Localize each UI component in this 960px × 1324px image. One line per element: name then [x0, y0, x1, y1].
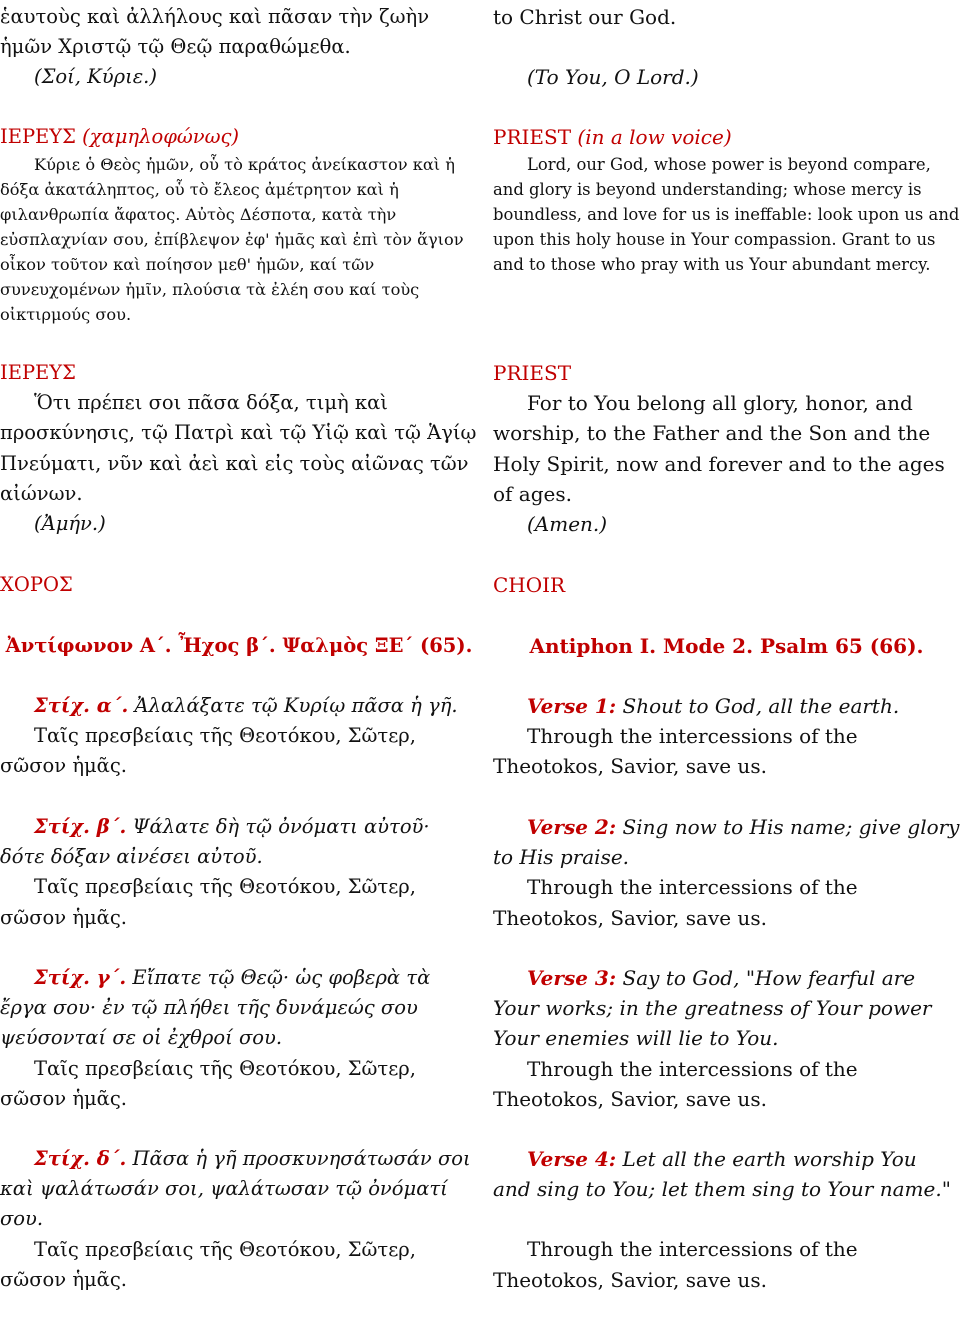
- greek-verse1: [0, 691, 478, 782]
- greek-verse1-line: [0, 691, 478, 721]
- greek-verse4-line: [0, 1144, 478, 1235]
- english-verse1-label: Verse 1:: [527, 694, 617, 718]
- english-priest2-label: PRIEST: [493, 361, 572, 385]
- english-intro-line1: to Christ our God.: [493, 5, 677, 29]
- greek-priest2-label: ΙΕΡΕΥΣ: [0, 361, 76, 384]
- english-verse3: [493, 963, 960, 1114]
- english-verse1-line: [493, 691, 960, 721]
- english-choir-label: CHOIR: [493, 573, 566, 597]
- greek-verse3-label: Στίχ. γ΄.: [34, 966, 127, 989]
- english-priest1-prayer: Lord, our God, whose power is beyond compare, and glory is beyond understanding; whose mercy is boundless, and love for us is ineffable: look upon us and upon this holy house in Your compassion. Grant to us and to those who pray with us Your abundant mercy.: [493, 155, 960, 275]
- greek-verse1-label: Στίχ. α΄.: [34, 694, 129, 717]
- english-verse2-text: Sing now to His name; give glory to His praise.: [493, 815, 960, 870]
- english-verse2: [493, 812, 960, 933]
- greek-verse1-refrain: Ταῖς πρεσβείαις τῆς Θεοτόκου, Σῶτερ, σῶσον ἡμᾶς.: [0, 724, 416, 778]
- english-verse1: [493, 691, 960, 782]
- english-intro: [493, 2, 960, 92]
- greek-priest1-label: ΙΕΡΕΥΣ: [0, 125, 76, 148]
- greek-verse2: [0, 812, 478, 933]
- greek-verse3-text: Εἴπατε τῷ Θεῷ· ὡς φοβερὰ τὰ ἔργα σου· ἐν τῷ πλήθει τῆς δυνάμεώς σου ψεύσονταί σε οἱ ἐχθροί σου.: [0, 966, 431, 1050]
- greek-verse2-label: Στίχ. β΄.: [34, 815, 127, 838]
- greek-priest1-heading: [0, 122, 478, 152]
- english-verse1-refrain: Through the intercessions of the Theotokos, Savior, save us.: [493, 724, 858, 779]
- greek-verse4-text: Πᾶσα ἡ γῆ προσκυνησάτωσάν σοι καὶ ψαλάτωσάν σοι, ψαλάτωσαν τῷ ὀνόματί σου.: [0, 1147, 471, 1231]
- english-priest1-heading: [493, 122, 960, 152]
- greek-verse4: [0, 1144, 478, 1295]
- english-verse1-text: Shout to God, all the earth.: [616, 694, 900, 718]
- greek-verse3: [0, 963, 478, 1114]
- greek-intro-response: (Σοί, Κύριε.): [34, 65, 157, 89]
- greek-verse2-refrain: Ταῖς πρεσβείαις τῆς Θεοτόκου, Σῶτερ, σῶσον ἡμᾶς.: [0, 875, 416, 929]
- english-priest1: [493, 122, 960, 277]
- english-verse4: [493, 1144, 960, 1295]
- greek-priest2-response: (Ἀμήν.): [34, 512, 106, 536]
- greek-choir-label: ΧΟΡΟΣ: [0, 573, 73, 596]
- greek-verse2-line: [0, 812, 478, 872]
- english-priest2-response: (Amen.): [527, 512, 608, 537]
- greek-verse4-refrain: Ταῖς πρεσβείαις τῆς Θεοτόκου, Σῶτερ, σῶσον ἡμᾶς.: [0, 1237, 416, 1291]
- greek-antiphon: [0, 631, 478, 661]
- english-verse3-refrain: Through the intercessions of the Theotokos, Savior, save us.: [493, 1056, 858, 1111]
- greek-priest1: [0, 122, 478, 327]
- greek-intro: [0, 2, 478, 93]
- english-verse4-refrain: Through the intercessions of the Theotokos, Savior, save us.: [493, 1237, 858, 1292]
- english-antiphon-title: Antiphon I. Mode 2. Psalm 65 (66).: [529, 634, 924, 658]
- english-priest2: [493, 358, 960, 539]
- greek-priest1-prayer: Κύριε ὁ Θεὸς ἡμῶν, οὗ τὸ κράτος ἀνείκαστον καὶ ἡ δόξα ἀκατάληπτος, οὗ τὸ ἔλεος ἀμέτρητον καὶ ἡ φιλανθρωπία ἄφατος. Αὐτὸς Δέσποτα, κατὰ τὴν εὐσπλαχνίαν σου, ἐπίβλεψον ἐφ' ἡμᾶς καὶ ἐπὶ τὸν ἅγιον οἶκον τοῦτον καὶ ποίησον μεθ' ἡμῶν, καί τῶν συνευχομένων ἡμῖν, πλούσια τὰ ἐλέη σου καί τοὺς οἰκτιρμούς σου.: [0, 155, 464, 325]
- english-verse4-label: Verse 4:: [527, 1147, 617, 1171]
- greek-verse1-text: Ἀλαλάξατε τῷ Κυρίῳ πᾶσα ἡ γῆ.: [128, 694, 458, 717]
- greek-verse3-refrain: Ταῖς πρεσβείαις τῆς Θεοτόκου, Σῶτερ, σῶσον ἡμᾶς.: [0, 1056, 416, 1110]
- greek-intro-line1: ἑαυτοὺς καὶ ἀλλήλους καὶ πᾶσαν τὴν ζωὴν: [0, 5, 430, 28]
- greek-priest2: [0, 358, 478, 539]
- english-verse2-line: [493, 812, 960, 872]
- greek-intro-line2: ἡμῶν Χριστῷ τῷ Θεῷ παραθώμεθα.: [0, 35, 351, 59]
- english-antiphon: [493, 631, 960, 661]
- english-choir: [493, 570, 960, 600]
- english-verse2-label: Verse 2:: [527, 815, 617, 839]
- english-verse4-line: [493, 1144, 960, 1204]
- english-priest1-label: PRIEST: [493, 125, 572, 149]
- greek-verse3-line: [0, 963, 478, 1054]
- greek-verse4-label: Στίχ. δ΄.: [34, 1147, 127, 1170]
- english-verse3-line: [493, 963, 960, 1054]
- greek-choir: [0, 570, 478, 600]
- greek-antiphon-title: Ἀντίφωνον Α΄. Ἦχος β΄. Ψαλμὸς ΞΕ΄ (65).: [5, 634, 473, 657]
- english-verse2-refrain: Through the intercessions of the Theotokos, Savior, save us.: [493, 875, 858, 930]
- english-verse3-text: Say to God, "How fearful are Your works; in the greatness of Your power Your enemies will lie to You.: [493, 966, 932, 1051]
- english-priest2-text: For to You belong all glory, honor, and worship, to the Father and the Son and the Holy Spirit, now and forever and to the ages of ages.: [493, 391, 945, 506]
- greek-priest2-text: Ὅτι πρέπει σοι πᾶσα δόξα, τιμὴ καὶ προσκύνησις, τῷ Πατρὶ καὶ τῷ Υἱῷ καὶ τῷ Ἁγίῳ Πνεύματι, νῦν καὶ ἀεὶ καὶ εἰς τοὺς αἰῶνας τῶν αἰώνων.: [0, 391, 477, 505]
- english-priest1-note: (in a low voice): [577, 125, 732, 149]
- english-intro-response: (To You, O Lord.): [527, 65, 699, 90]
- english-verse3-label: Verse 3:: [527, 966, 617, 990]
- english-verse4-text: Let all the earth worship You and sing to You; let them sing to Your name.": [493, 1147, 951, 1202]
- greek-verse2-text: Ψάλατε δὴ τῷ ὀνόματι αὐτοῦ· δότε δόξαν αἰνέσει αὐτοῦ.: [0, 815, 430, 869]
- greek-priest1-note: (χαμηλοφώνως): [82, 125, 240, 148]
